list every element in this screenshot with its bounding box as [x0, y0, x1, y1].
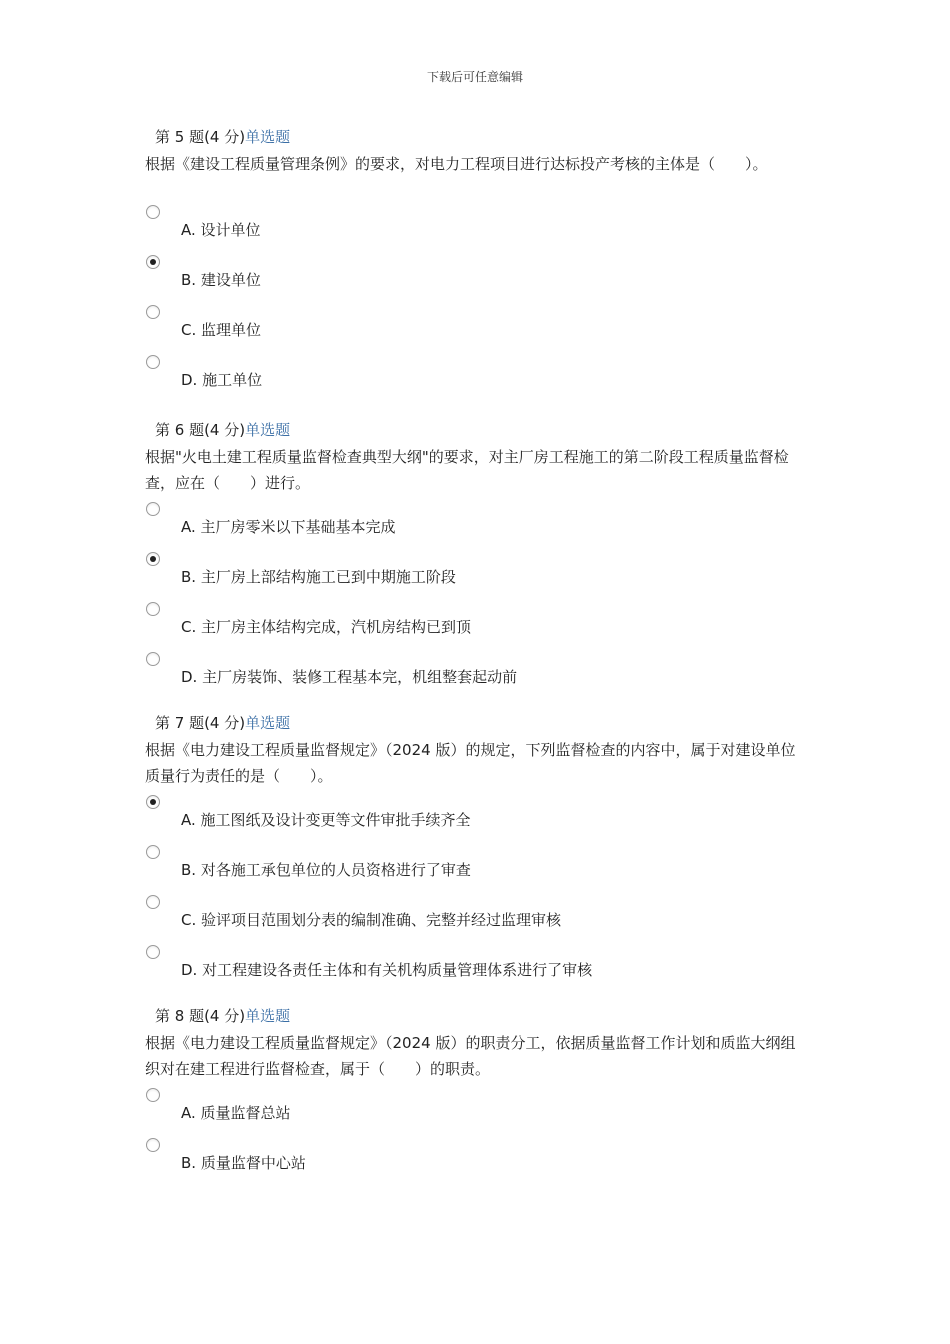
option-a[interactable]: [145, 199, 825, 249]
option-d[interactable]: [145, 349, 825, 399]
option-label: C. 监理单位: [181, 321, 262, 339]
radio-button[interactable]: [146, 205, 160, 219]
option-label: A. 主厂房零米以下基础基本完成: [181, 518, 396, 536]
radio-button-selected[interactable]: [146, 255, 160, 269]
option-a[interactable]: [145, 789, 825, 839]
option-label: B. 建设单位: [181, 271, 261, 289]
option-label: B. 质量监督中心站: [181, 1154, 306, 1172]
option-label: D. 主厂房装饰、装修工程基本完，机组整套起动前: [181, 668, 518, 686]
question-7: [145, 712, 825, 989]
option-label: B. 对各施工承包单位的人员资格进行了审查: [181, 861, 471, 879]
question-number: 第 7 题(4 分): [155, 714, 246, 732]
option-label: A. 施工图纸及设计变更等文件审批手续齐全: [181, 811, 471, 829]
option-label: D. 施工单位: [181, 371, 263, 389]
option-label: A. 质量监督总站: [181, 1104, 291, 1122]
question-number: 第 5 题(4 分): [155, 128, 246, 146]
option-b[interactable]: [145, 249, 825, 299]
option-d[interactable]: [145, 646, 825, 696]
question-title: [155, 126, 825, 148]
question-type: 单选题: [245, 421, 291, 439]
radio-button-selected[interactable]: [146, 795, 160, 809]
question-5: [145, 126, 825, 399]
option-label: B. 主厂房上部结构施工已到中期施工阶段: [181, 568, 456, 586]
question-text: 根据《建设工程质量管理条例》的要求，对电力工程项目进行达标投产考核的主体是（ ）。: [145, 155, 768, 173]
radio-button[interactable]: [146, 305, 160, 319]
question-type: 单选题: [245, 1007, 291, 1025]
radio-button[interactable]: [146, 502, 160, 516]
option-b[interactable]: [145, 1132, 825, 1182]
radio-button[interactable]: [146, 945, 160, 959]
radio-button[interactable]: [146, 355, 160, 369]
option-c[interactable]: [145, 299, 825, 349]
option-label: C. 验评项目范围划分表的编制准确、完整并经过监理审核: [181, 911, 562, 929]
option-d[interactable]: [145, 939, 825, 989]
question-text: 根据《电力建设工程质量监督规定》（2024 版）的职责分工，依据质量监督工作计划和质监大纲组织对在建工程进行监督检查，属于（ ）的职责。: [145, 1034, 796, 1078]
radio-button[interactable]: [146, 895, 160, 909]
radio-button[interactable]: [146, 845, 160, 859]
option-c[interactable]: [145, 889, 825, 939]
radio-button-selected[interactable]: [146, 552, 160, 566]
question-6: [145, 419, 825, 696]
option-label: C. 主厂房主体结构完成，汽机房结构已到顶: [181, 618, 472, 636]
question-text: 根据《电力建设工程质量监督规定》（2024 版）的规定，下列监督检查的内容中，属于对建设单位质量行为责任的是（ ）。: [145, 741, 796, 785]
question-title: [155, 712, 825, 734]
option-label: A. 设计单位: [181, 221, 261, 239]
radio-button[interactable]: [146, 1088, 160, 1102]
page-header: 下载后可任意编辑: [426, 70, 523, 84]
question-text: 根据"火电土建工程质量监督检查典型大纲"的要求，对主厂房工程施工的第二阶段工程质量监督检查，应在（ ）进行。: [145, 448, 789, 492]
option-c[interactable]: [145, 596, 825, 646]
option-label: D. 对工程建设各责任主体和有关机构质量管理体系进行了审核: [181, 961, 593, 979]
option-b[interactable]: [145, 839, 825, 889]
radio-button[interactable]: [146, 602, 160, 616]
question-8: [145, 1005, 825, 1182]
question-number: 第 6 题(4 分): [155, 421, 246, 439]
radio-button[interactable]: [146, 652, 160, 666]
question-type: 单选题: [245, 128, 291, 146]
question-type: 单选题: [245, 714, 291, 732]
question-title: [155, 1005, 825, 1027]
option-b[interactable]: [145, 546, 825, 596]
option-a[interactable]: [145, 496, 825, 546]
radio-button[interactable]: [146, 1138, 160, 1152]
question-title: [155, 419, 825, 441]
option-a[interactable]: [145, 1082, 825, 1132]
question-number: 第 8 题(4 分): [155, 1007, 246, 1025]
